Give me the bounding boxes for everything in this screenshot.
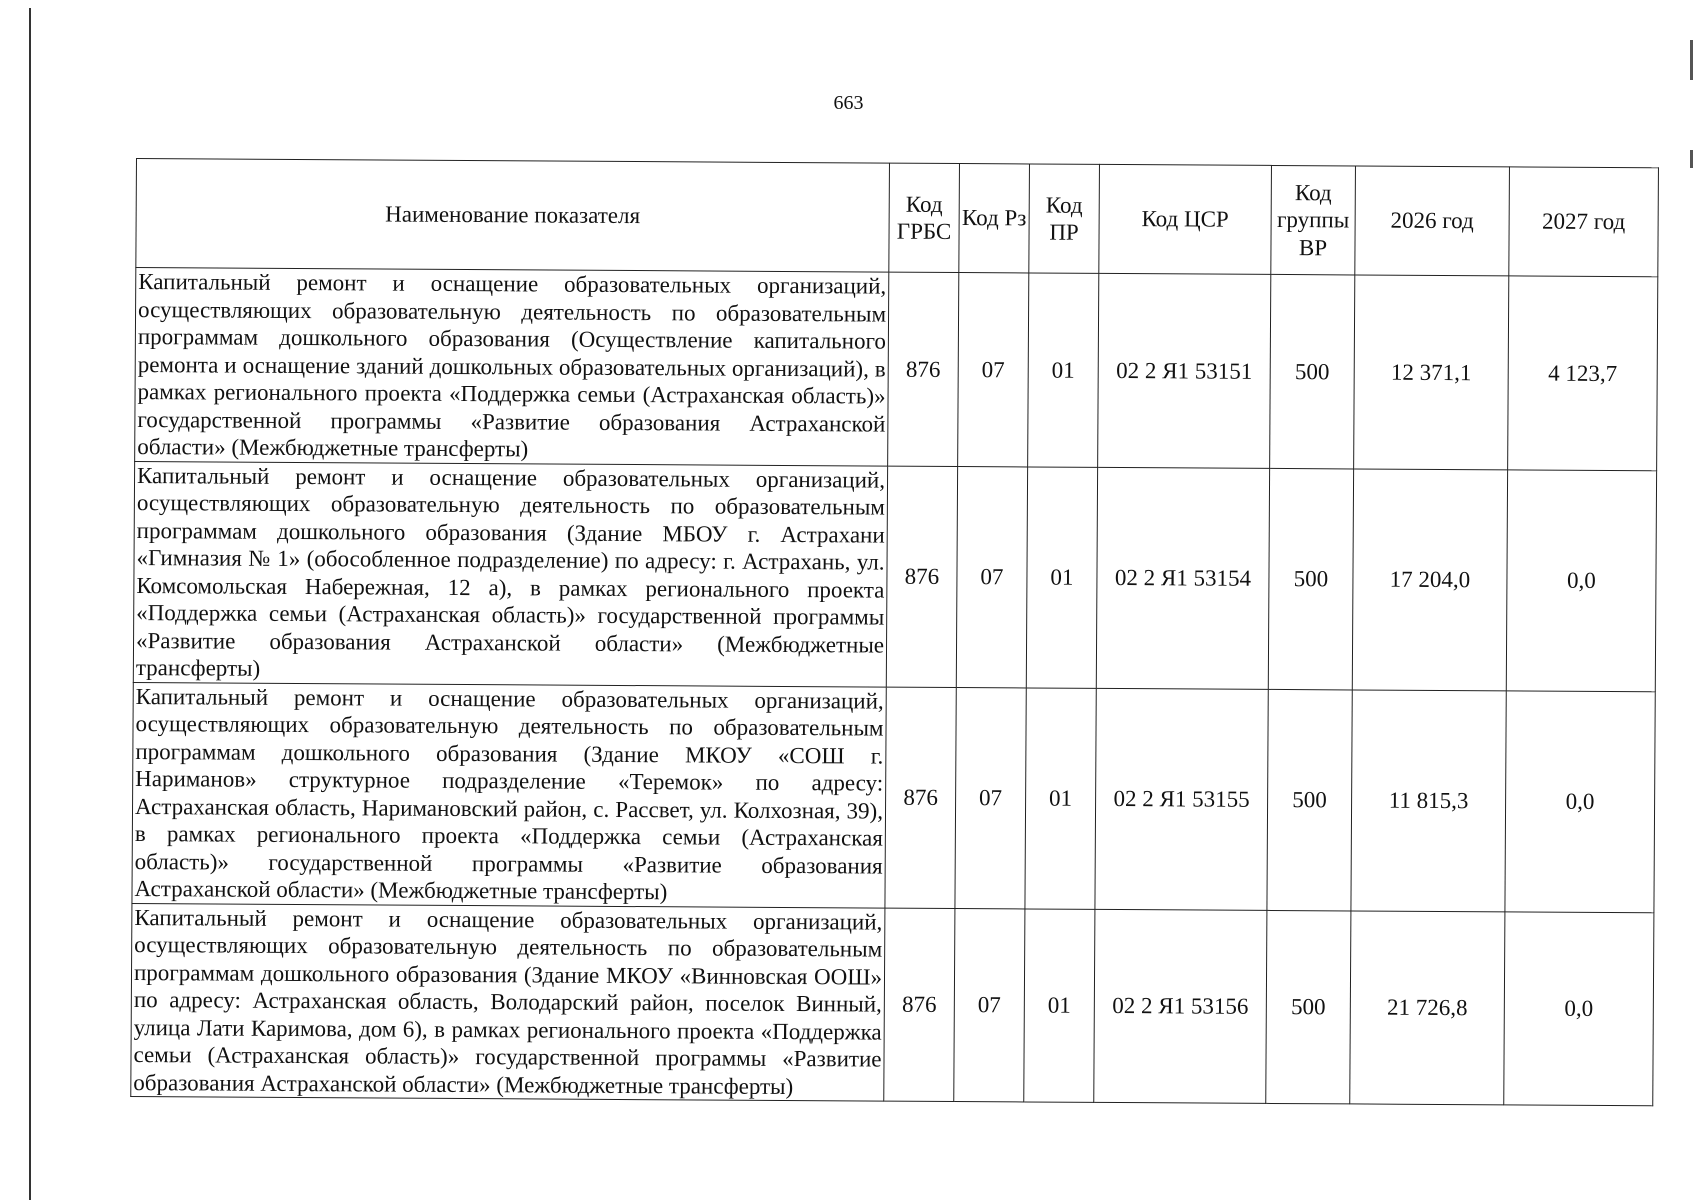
- binding-margin-line: [29, 8, 31, 1200]
- row-rz: 07: [956, 466, 1027, 687]
- row-2026: 21 726,8: [1350, 910, 1505, 1104]
- header-2026: 2026 год: [1355, 166, 1510, 276]
- header-pr: Код ПР: [1029, 164, 1100, 273]
- budget-table: [130, 158, 1659, 1106]
- table-row: [135, 268, 1658, 471]
- row-2027: 4 123,7: [1508, 276, 1658, 470]
- row-grbs: 876: [888, 272, 959, 466]
- row-name: Капитальный ремонт и оснащение образовательных организаций, осуществляющих образовательную деятельность по образовательным программам дошкольного образования (Осуществление капитального ремонта и оснащение зданий дошкольных образовательных организаций), в рамках регионального проекта «Поддержка семьи (Астраханская область)» государственной программы «Развитие образования Астраханской области» (Межбюджетные трансферты): [135, 268, 889, 466]
- row-name: Капитальный ремонт и оснащение образовательных организаций, осуществляющих образовательную деятельность по образовательным программам дошкольного образования (Здание МКОУ «СОШ г. Нариманов» структурное подразделение «Теремок» по адресу: Астраханская область, Наримановский район, с. Рассвет, ул. Колхозная, 39), в рамках регионального проекта «Поддержка семьи (Астраханская область)» государственной программы «Развитие образования Астраханской области» (Межбюджетные трансферты): [132, 682, 886, 908]
- row-vr: 500: [1267, 689, 1352, 911]
- row-vr: 500: [1268, 468, 1353, 690]
- row-vr: 500: [1270, 274, 1355, 468]
- row-2027: 0,0: [1504, 911, 1654, 1105]
- row-csr: 02 2 Я1 53154: [1096, 467, 1269, 689]
- header-name: Наименование показателя: [136, 159, 890, 273]
- row-rz: 07: [958, 273, 1029, 467]
- row-csr: 02 2 Я1 53156: [1094, 909, 1267, 1104]
- row-pr: 01: [1025, 687, 1096, 908]
- row-2027: 0,0: [1505, 690, 1655, 912]
- row-csr: 02 2 Я1 53155: [1095, 688, 1268, 910]
- header-row: [136, 159, 1659, 277]
- row-vr: 500: [1266, 910, 1351, 1104]
- row-pr: 01: [1026, 466, 1097, 687]
- row-2026: 17 204,0: [1352, 468, 1507, 690]
- row-pr: 01: [1028, 273, 1099, 467]
- row-csr: 02 2 Я1 53151: [1098, 273, 1271, 468]
- page-number: 663: [833, 92, 864, 114]
- row-grbs: 876: [884, 908, 955, 1102]
- row-rz: 07: [955, 687, 1026, 908]
- table-row: [132, 682, 1655, 912]
- row-rz: 07: [954, 908, 1025, 1102]
- header-rz: Код Рз: [959, 164, 1030, 273]
- row-pr: 01: [1024, 908, 1095, 1102]
- header-csr: Код ЦСР: [1099, 164, 1272, 274]
- row-grbs: 876: [886, 466, 957, 687]
- row-2027: 0,0: [1506, 469, 1656, 691]
- row-grbs: 876: [885, 687, 956, 908]
- header-2027: 2027 год: [1509, 167, 1659, 277]
- row-2026: 12 371,1: [1354, 275, 1509, 469]
- row-2026: 11 815,3: [1351, 689, 1506, 911]
- row-name: Капитальный ремонт и оснащение образовательных организаций, осуществляющих образовательную деятельность по образовательным программам дошкольного образования (Здание МКОУ «Винновская ООШ» по адресу: Астраханская область, Володарский район, поселок Винный, улица Лати Каримова, дом 6), в рамках регионального проекта «Поддержка семьи (Астраханская область)» государственной программы «Развитие образования Астраханской области» (Межбюджетные трансферты): [131, 903, 885, 1101]
- header-grbs: Код ГРБС: [889, 163, 960, 272]
- scan-edge-mark: [1690, 40, 1693, 80]
- header-vr: Код группы ВР: [1271, 165, 1356, 275]
- row-name: Капитальный ремонт и оснащение образовательных организаций, осуществляющих образовательную деятельность по образовательным программам дошкольного образования (Здание МБОУ г. Астрахани «Гимназия № 1» (обособленное подразделение) по адресу: г. Астрахань, ул. Комсомольская Набережная, 12 а), в рамках регионального проекта «Поддержка семьи (Астраханская область)» государственной программы «Развитие образования Астраханской области» (Межбюджетные трансферты): [133, 461, 887, 687]
- scan-edge-mark: [1690, 150, 1693, 168]
- table-row: [131, 903, 1654, 1106]
- table-row: [133, 461, 1656, 691]
